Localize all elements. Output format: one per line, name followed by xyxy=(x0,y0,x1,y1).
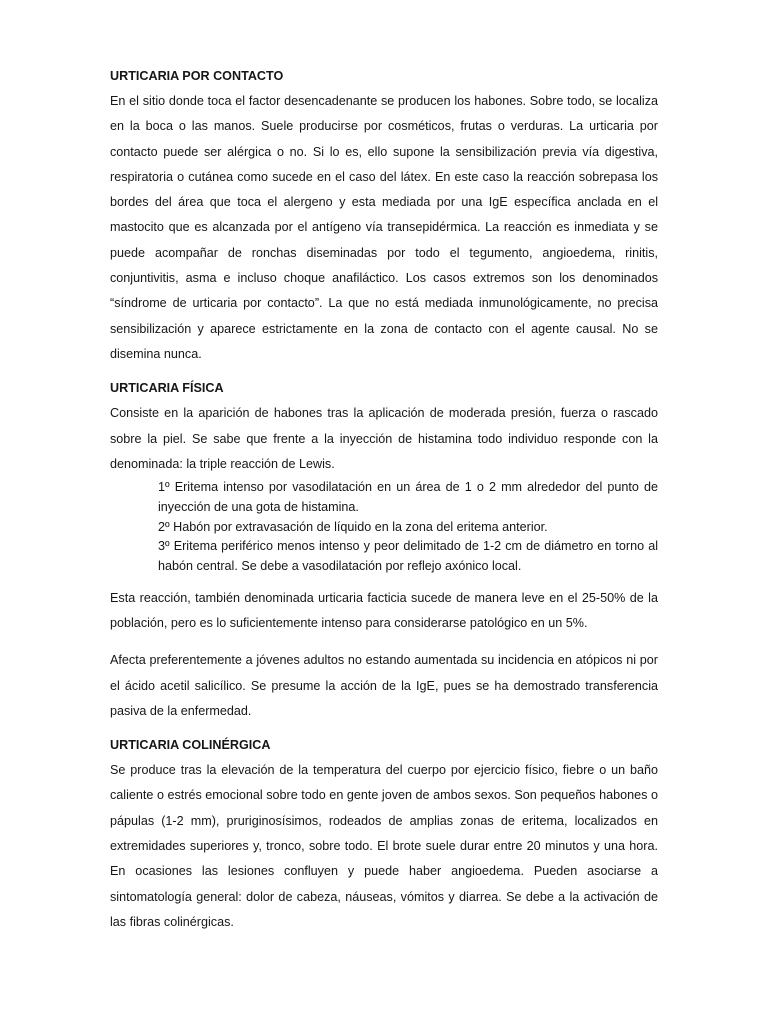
paragraph-contacto: En el sitio donde toca el factor desencadenante se producen los habones. Sobre todo, se localiza en la boca o las manos. Suele producirse por cosméticos, frutas o verduras. La urticaria por contacto puede ser alérgica o no. Si lo es, ello supone la sensibilización previa vía digestiva, respiratoria o cutánea como sucede en el caso del látex. En este caso la reacción sobrepasa los bordes del área que toca el alergeno y esta mediada por una IgE específica anclada en el mastocito que es alcanzada por el antígeno vía transepidérmica. La reacción es inmediata y se puede acompañar de ronchas diseminadas por todo el tegumento, angioedema, rinitis, conjuntivitis, asma e incluso choque anafiláctico. Los casos extremos son los denominados “síndrome de urticaria por contacto”. La que no está mediada inmunológicamente, no precisa sensibilización y aparece estrictamente en la zona de contacto con el agente causal. No se disemina nunca. xyxy=(110,94,658,361)
heading-urticaria-por-contacto: URTICARIA POR CONTACTO xyxy=(110,69,284,83)
paragraph-fisica-intro: Consiste en la aparición de habones tras la aplicación de moderada presión, fuerza o rascado sobre la piel. Se sabe que frente a la inyección de histamina todo individuo responde con la denominada: la triple reacción de Lewis. xyxy=(110,406,658,471)
list-item: 1º Eritema intenso por vasodilatación en un área de 1 o 2 mm alrededor del punto de inyección de una gota de histamina. xyxy=(158,480,658,514)
heading-urticaria-fisica: URTICARIA FÍSICA xyxy=(110,381,224,396)
document-page xyxy=(110,66,658,935)
list-item: 3º Eritema periférico menos intenso y peor delimitado de 1-2 cm de diámetro en torno al habón central. Se debe a vasodilatación por reflejo axónico local. xyxy=(158,539,658,573)
paragraph-fisica-reaccion: Esta reacción, también denominada urticaria facticia sucede de manera leve en el 25-50% de la población, pero es lo suficientemente intenso para considerarse patológico en un 5%. xyxy=(110,590,658,630)
paragraph-fisica-afecta: Afecta preferentemente a jóvenes adultos no estando aumentada su incidencia en atópicos ni por el ácido acetil salicílico. Se presume la acción de la IgE, pues se ha demostrado transferencia pasiva de la enfermedad. xyxy=(110,653,658,718)
section-gap xyxy=(110,367,658,378)
lewis-triple-reaction-list xyxy=(158,478,658,577)
list-item: 2º Habón por extravasación de líquido en la zona del eritema anterior. xyxy=(158,519,548,534)
paragraph-colinergica: Se produce tras la elevación de la temperatura del cuerpo por ejercicio físico, fiebre o un baño caliente o estrés emocional sobre todo en gente joven de ambos sexos. Son pequeños habones o pápulas (1-2 mm), pruriginosísimos, rodeados de amplias zonas de eritema, localizados en extremidades superiores y, tronco, sobre todo. El brote suele durar entre 20 minutos y una hora. En ocasiones las lesiones confluyen y puede haber angioedema. Pueden asociarse a sintomatología general: dolor de cabeza, náuseas, vómitos y diarrea. Se debe a la activación de las fibras colinérgicas. xyxy=(110,763,658,929)
section-gap xyxy=(110,724,658,735)
heading-urticaria-colinergica: URTICARIA COLINÉRGICA xyxy=(110,738,271,753)
